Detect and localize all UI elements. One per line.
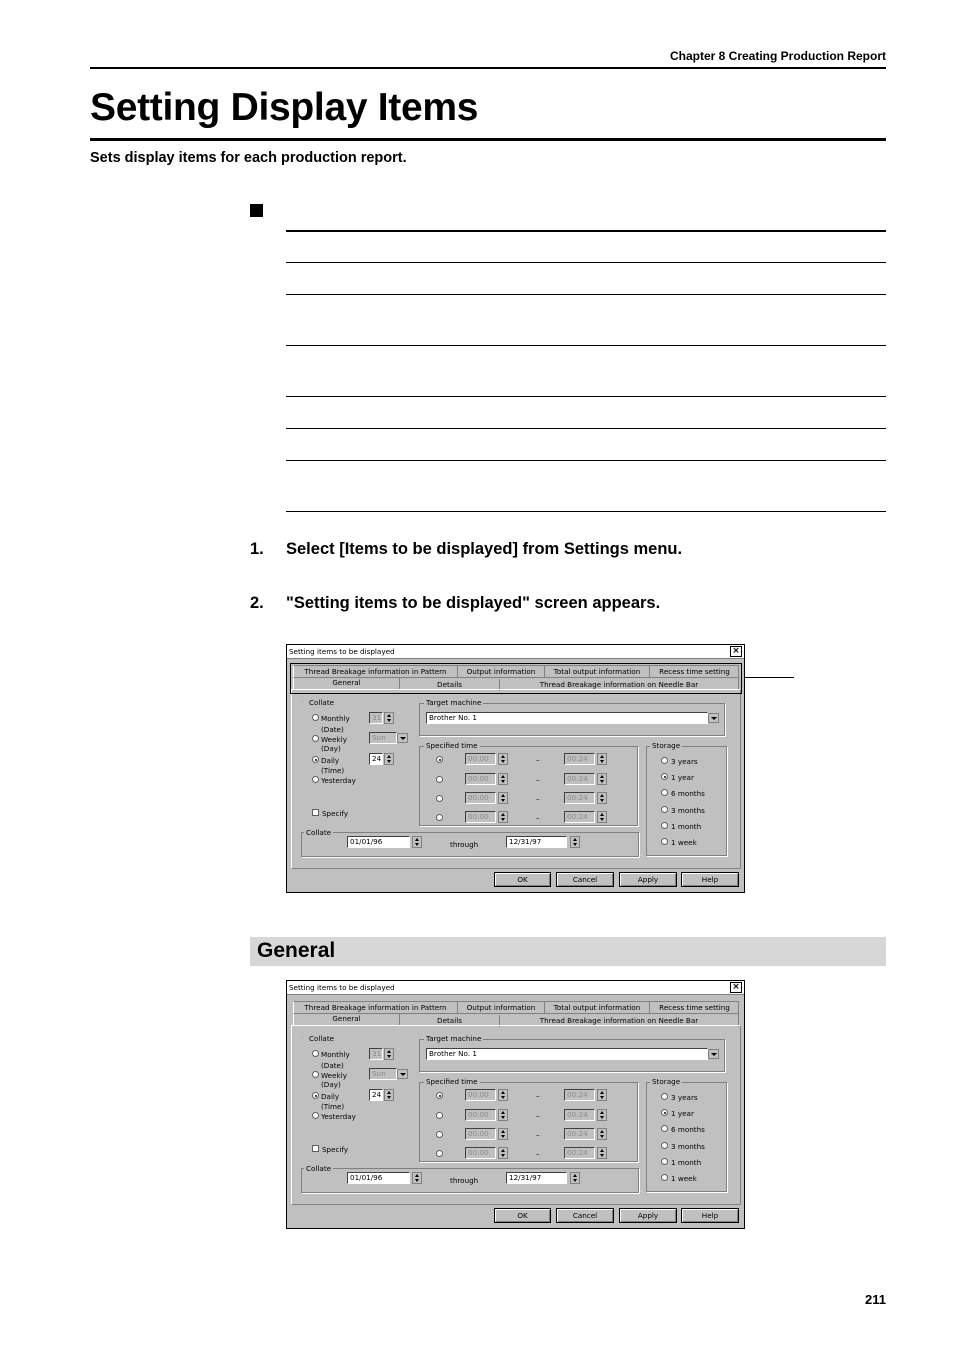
storage-label: Storage — [652, 741, 681, 750]
collate-from-spinner[interactable] — [412, 1172, 422, 1184]
time-row-2-dash: – — [536, 1111, 540, 1120]
monthly-spinner[interactable] — [384, 712, 394, 724]
time-row-4-dash: – — [536, 1149, 540, 1158]
time-row-2-to[interactable]: 00:24 — [564, 773, 595, 785]
collate-to-spinner[interactable] — [570, 1172, 580, 1184]
table-rule — [286, 230, 886, 232]
time-row-3-from-spinner[interactable] — [498, 792, 508, 804]
tab-details[interactable]: Details — [400, 1015, 500, 1027]
tab-row-front — [293, 1013, 739, 1025]
time-row-4-radio[interactable] — [436, 1150, 443, 1157]
time-row-2-from-spinner[interactable] — [498, 1109, 508, 1121]
time-row-3-to-spinner[interactable] — [597, 792, 607, 804]
time-row-4-radio[interactable] — [436, 814, 443, 821]
yesterday-label: Yesterday — [321, 1112, 356, 1121]
section-heading: General — [257, 939, 336, 962]
daily-label: Daily — [321, 1092, 340, 1101]
weekly-day-select[interactable]: Sun — [369, 1068, 397, 1080]
target-machine-select[interactable]: Brother No. 1 — [426, 1048, 708, 1060]
time-row-4-to-spinner[interactable] — [597, 811, 607, 823]
weekly-label: Weekly — [321, 1071, 347, 1080]
collate-to-date[interactable]: 12/31/97 — [506, 1172, 567, 1184]
close-icon[interactable]: × — [730, 646, 742, 657]
time-row-4-dash: – — [536, 813, 540, 822]
through-label: through — [450, 840, 479, 849]
storage-1-month-label: 1 month — [671, 822, 702, 831]
collate-from-date[interactable]: 01/01/96 — [347, 1172, 410, 1184]
time-row-3-to-spinner[interactable] — [597, 1128, 607, 1140]
apply-button[interactable]: Apply — [619, 872, 677, 887]
storage-3-months-radio[interactable] — [661, 1142, 668, 1149]
time-row-2-radio[interactable] — [436, 1112, 443, 1119]
tab-row-back — [293, 1001, 739, 1013]
collate-from-spinner[interactable] — [412, 836, 422, 848]
time-row-1-to[interactable]: 00:24 — [564, 753, 595, 765]
tab-details[interactable]: Details — [400, 679, 500, 691]
time-row-4-to-spinner[interactable] — [597, 1147, 607, 1159]
time-row-2-from-spinner[interactable] — [498, 773, 508, 785]
dialog-title: Setting items to be displayed — [289, 647, 395, 656]
table-rule — [286, 460, 886, 461]
time-row-1-to-spinner[interactable] — [597, 753, 607, 765]
table-rule — [286, 511, 886, 512]
storage-1-year-label: 1 year — [671, 1109, 694, 1118]
daily-time-field[interactable]: 24 — [369, 753, 383, 765]
tab-output-information[interactable]: Output information — [458, 666, 545, 678]
step-number: 2. — [250, 594, 264, 612]
weekly-sub-label: (Day) — [321, 1080, 341, 1089]
ok-button[interactable]: OK — [494, 872, 551, 887]
weekly-dropdown-icon[interactable] — [397, 1069, 408, 1079]
yesterday-label: Yesterday — [321, 776, 356, 785]
time-row-3-from[interactable]: 00:00 — [465, 792, 496, 804]
monthly-sub-label: (Date) — [321, 1061, 344, 1070]
daily-spinner[interactable] — [384, 753, 394, 765]
storage-1-year-label: 1 year — [671, 773, 694, 782]
time-row-4-to[interactable]: 00:24 — [564, 811, 595, 823]
storage-1-year-radio[interactable] — [661, 773, 668, 780]
weekly-day-select[interactable]: Sun — [369, 732, 397, 744]
time-row-2-to[interactable]: 00:24 — [564, 1109, 595, 1121]
collate-dot: · — [301, 697, 304, 706]
storage-6-months-radio[interactable] — [661, 1125, 668, 1132]
table-rule — [286, 294, 886, 295]
monthly-label: Monthly — [321, 1050, 350, 1059]
collate-label: Collate — [309, 1034, 335, 1043]
collate-from-date[interactable]: 01/01/96 — [347, 836, 410, 848]
time-row-1-from-spinner[interactable] — [498, 1089, 508, 1101]
time-row-2-to-spinner[interactable] — [597, 773, 607, 785]
time-row-1-dash: – — [536, 755, 540, 764]
time-row-3-dash: – — [536, 1130, 540, 1139]
target-machine-label: Target machine — [426, 698, 482, 707]
specify-checkbox[interactable] — [312, 1145, 319, 1152]
storage-1-week-label: 1 week — [671, 1174, 697, 1183]
ok-button[interactable]: OK — [494, 1208, 551, 1223]
storage-6-months-label: 6 months — [671, 1125, 705, 1134]
specify-label: Specify — [322, 809, 349, 818]
time-row-1-radio[interactable] — [436, 1092, 443, 1099]
time-row-3-radio[interactable] — [436, 1131, 443, 1138]
storage-1-week-radio[interactable] — [661, 838, 668, 845]
settings-dialog — [286, 980, 745, 1229]
apply-button[interactable]: Apply — [619, 1208, 677, 1223]
chapter-header: Chapter 8 Creating Production Report — [669, 49, 886, 63]
time-row-3-from-spinner[interactable] — [498, 1128, 508, 1140]
step-text: Select [Items to be displayed] from Settings menu. — [286, 540, 683, 558]
callout-line — [739, 677, 794, 678]
storage-3-years-label: 3 years — [671, 757, 698, 766]
daily-spinner[interactable] — [384, 1089, 394, 1101]
dialog-titlebar — [287, 981, 744, 995]
specify-label: Specify — [322, 1145, 349, 1154]
monthly-radio[interactable] — [312, 1050, 319, 1057]
close-icon[interactable]: × — [730, 982, 742, 993]
dialog-titlebar — [287, 645, 744, 659]
help-button[interactable]: Help — [681, 872, 739, 887]
time-row-4-from-spinner[interactable] — [498, 811, 508, 823]
tab-thread-breakage-pattern[interactable]: Thread Breakage information in Pattern — [294, 666, 458, 678]
time-row-4-from-spinner[interactable] — [498, 1147, 508, 1159]
specified-time-label: Specified time — [426, 1077, 478, 1086]
step-text: "Setting items to be displayed" screen appears. — [286, 594, 661, 612]
tab-general[interactable]: General — [294, 1013, 400, 1026]
specify-checkbox[interactable] — [312, 809, 319, 816]
step-1 — [250, 540, 682, 559]
table-rule — [286, 428, 886, 429]
tab-thread-breakage-pattern[interactable]: Thread Breakage information in Pattern — [294, 1002, 458, 1014]
collate-to-date[interactable]: 12/31/97 — [506, 836, 567, 848]
collate-range-label: Collate — [306, 828, 332, 837]
target-machine-dropdown-icon[interactable] — [708, 713, 719, 723]
time-row-3-to[interactable]: 00:24 — [564, 792, 595, 804]
step-number: 1. — [250, 540, 264, 558]
title-rule — [90, 138, 886, 141]
target-machine-select[interactable]: Brother No. 1 — [426, 712, 708, 724]
tab-recess-time[interactable]: Recess time setting — [659, 1003, 730, 1012]
monthly-date-field[interactable]: 31 — [369, 712, 383, 724]
time-row-3-radio[interactable] — [436, 795, 443, 802]
monthly-label: Monthly — [321, 714, 350, 723]
daily-sub-label: (Time) — [321, 766, 345, 775]
storage-3-months-radio[interactable] — [661, 806, 668, 813]
tab-recess-time[interactable]: Recess time setting — [659, 667, 730, 676]
cancel-button[interactable]: Cancel — [556, 1208, 614, 1223]
weekly-radio[interactable] — [312, 1071, 319, 1078]
collate-to-spinner[interactable] — [570, 836, 580, 848]
time-row-2-radio[interactable] — [436, 776, 443, 783]
storage-3-months-label: 3 months — [671, 1142, 705, 1151]
target-machine-dropdown-icon[interactable] — [708, 1049, 719, 1059]
tab-total-output[interactable]: Total output information — [545, 666, 650, 678]
storage-1-week-radio[interactable] — [661, 1174, 668, 1181]
table-rule — [286, 262, 886, 263]
storage-1-week-label: 1 week — [671, 838, 697, 847]
time-row-1-to-spinner[interactable] — [597, 1089, 607, 1101]
time-row-3-dash: – — [536, 794, 540, 803]
daily-radio[interactable] — [312, 756, 319, 763]
tab-thread-breakage-needle[interactable]: Thread Breakage information on Needle Bar — [539, 1016, 699, 1025]
monthly-date-field[interactable]: 31 — [369, 1048, 383, 1060]
table-rule — [286, 345, 886, 346]
daily-sub-label: (Time) — [321, 1102, 345, 1111]
daily-label: Daily — [321, 756, 340, 765]
storage-3-years-radio[interactable] — [661, 1093, 668, 1100]
yesterday-radio[interactable] — [312, 1112, 319, 1119]
storage-6-months-radio[interactable] — [661, 789, 668, 796]
storage-1-month-radio[interactable] — [661, 1158, 668, 1165]
monthly-spinner[interactable] — [384, 1048, 394, 1060]
weekly-radio[interactable] — [312, 735, 319, 742]
storage-6-months-label: 6 months — [671, 789, 705, 798]
table-rule — [286, 396, 886, 397]
storage-3-years-label: 3 years — [671, 1093, 698, 1102]
time-row-1-dash: – — [536, 1091, 540, 1100]
header-rule — [90, 67, 886, 69]
yesterday-radio[interactable] — [312, 776, 319, 783]
section-heading-bar — [250, 937, 886, 966]
weekly-dropdown-icon[interactable] — [397, 733, 408, 743]
monthly-sub-label: (Date) — [321, 725, 344, 734]
time-row-2-dash: – — [536, 775, 540, 784]
time-row-2-from[interactable]: 00:00 — [465, 773, 496, 785]
monthly-radio[interactable] — [312, 714, 319, 721]
weekly-label: Weekly — [321, 735, 347, 744]
tab-highlight-box — [290, 663, 742, 694]
step-2 — [250, 594, 660, 613]
time-row-4-from[interactable]: 00:00 — [465, 811, 496, 823]
collate-range-label: Collate — [306, 1164, 332, 1173]
time-row-1-from[interactable]: 00:00 — [465, 1089, 496, 1101]
target-machine-label: Target machine — [426, 1034, 482, 1043]
storage-3-months-label: 3 months — [671, 806, 705, 815]
through-label: through — [450, 1176, 479, 1185]
time-row-3-to[interactable]: 00:24 — [564, 1128, 595, 1140]
collate-label: Collate — [309, 698, 335, 707]
storage-1-month-label: 1 month — [671, 1158, 702, 1167]
time-row-1-from[interactable]: 00:00 — [465, 753, 496, 765]
page-title: Setting Display Items — [90, 86, 479, 129]
time-row-1-to[interactable]: 00:24 — [564, 1089, 595, 1101]
weekly-sub-label: (Day) — [321, 744, 341, 753]
storage-label: Storage — [652, 1077, 681, 1086]
time-row-1-from-spinner[interactable] — [498, 753, 508, 765]
page-subtitle: Sets display items for each production report. — [90, 150, 407, 166]
page-number: 211 — [865, 1292, 886, 1307]
tab-thread-breakage-needle[interactable]: Thread Breakage information on Needle Bar — [539, 680, 699, 689]
time-row-1-radio[interactable] — [436, 756, 443, 763]
dialog-title: Setting items to be displayed — [289, 983, 395, 992]
tab-output-information[interactable]: Output information — [458, 1002, 545, 1014]
help-button[interactable]: Help — [681, 1208, 739, 1223]
time-row-4-from[interactable]: 00:00 — [465, 1147, 496, 1159]
time-row-2-to-spinner[interactable] — [597, 1109, 607, 1121]
storage-1-year-radio[interactable] — [661, 1109, 668, 1116]
tab-total-output[interactable]: Total output information — [545, 1002, 650, 1014]
daily-time-field[interactable]: 24 — [369, 1089, 383, 1101]
storage-3-years-radio[interactable] — [661, 757, 668, 764]
tab-general[interactable]: General — [294, 677, 400, 690]
specified-time-label: Specified time — [426, 741, 478, 750]
daily-radio[interactable] — [312, 1092, 319, 1099]
bullet-square-icon — [250, 204, 263, 217]
time-row-2-from[interactable]: 00:00 — [465, 1109, 496, 1121]
cancel-button[interactable]: Cancel — [556, 872, 614, 887]
time-row-4-to[interactable]: 00:24 — [564, 1147, 595, 1159]
collate-dot: · — [301, 1033, 304, 1042]
time-row-3-from[interactable]: 00:00 — [465, 1128, 496, 1140]
storage-1-month-radio[interactable] — [661, 822, 668, 829]
